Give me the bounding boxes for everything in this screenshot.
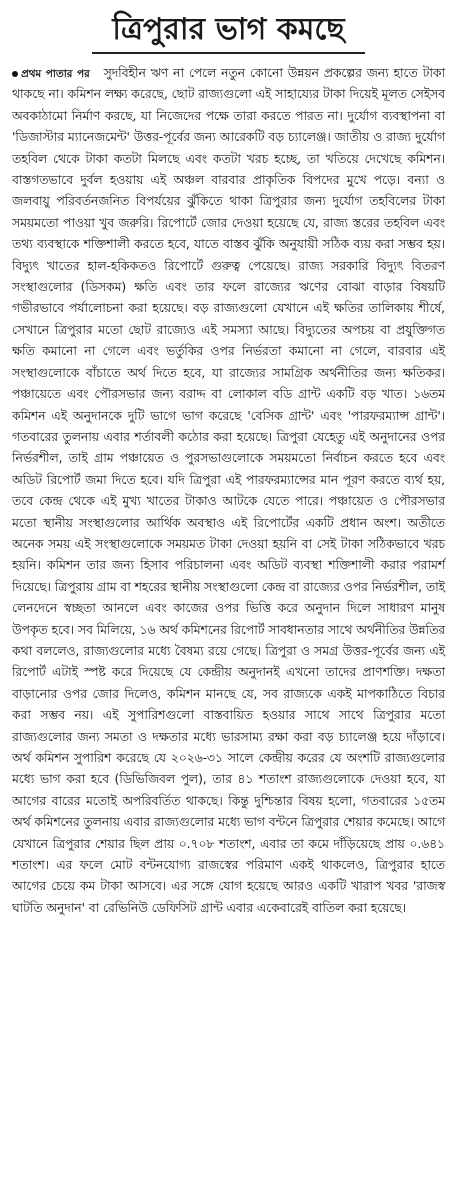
article-body	[12, 62, 445, 918]
headline-container	[12, 10, 445, 54]
headline: ত্রিপুরার ভাগ কমছে	[92, 10, 364, 54]
continued-from-text: প্রথম পাতার পর	[21, 68, 90, 80]
article-text: সুদবিহীন ঋণ না পেলে নতুন কোনো উন্নয়ন প্রকল্পের জন্য হাতে টাকা থাকছে না। কমিশন লক্ষ্য করেছে, ছোট রাজ্যগুলো এই সাহায্যের টাকা দিয়েই মূলত সেইসব অবকাঠামো নির্মাণ করছে, যা নিজেদের পক্ষে তারা করতে পারত না। দুর্যোগ ব্যবস্থাপনা বা 'ডিজাস্টার ম্যানেজমেন্ট' উত্তর-পূর্বের জন্য আরেকটি বড় চ্যালেঞ্জ। জাতীয় ও রাজ্য দুর্যোগ তহবিল থেকে টাকা কতটা মিলছে এবং কতটা খরচ হচ্ছে, তা খতিয়ে দেখেছে কমিশন। বাস্তগতভাবে দুর্বল হওয়ায় এই অঞ্চল বারবার প্রাকৃতিক বিপদের মুখে পড়ে। বন্যা ও জলবায়ু পরিবর্তনজনিত বিপর্যয়ের ঝুঁকিতে থাকা ত্রিপুরার জন্য দুর্যোগ তহবিলের টাকা সময়মতো পাওয়া খুব জরুরি। রিপোর্টে জোর দেওয়া হয়েছে যে, রাজ্য স্তরের তহবিল এবং তথ্য ব্যবস্থাকে শক্তিশালী করতে হবে, যাতে বাস্তব ঝুঁকি অনুযায়ী সঠিক ব্যয় করা সম্ভব হয়। বিদ্যুৎ খাতের হাল-হকিকতও রিপোর্টে গুরুত্ব পেয়েছে। রাজ্য সরকারি বিদ্যুৎ বিতরণ সংস্থাগুলোর (ডিসকম) ক্ষতি এবং তার ফলে রাজ্যের ঋণের বোঝা বাড়ার বিষয়টি গভীরভাবে পর্যালোচনা করা হয়েছে। বড় রাজ্যগুলো যেখানে এই ক্ষতির তালিকায় শীর্ষে, সেখানে ত্রিপুরার মতো ছোট রাজ্যেও এই সমস্যা আছে। বিদ্যুতের অপচয় বা প্রযুক্তিগত ক্ষতি কমানো না গেলে এবং ভর্তুকির ওপর নির্ভরতা কমানো না গেলে, বারবার এই সংস্থাগুলোকে বাঁচাতে অর্থ দিতে হবে, যা রাজ্যের সামগ্রিক অর্থনীতির জন্য ক্ষতিকর। পঞ্চায়েতে এবং পৌরসভার জন্য বরাদ্দ বা লোকাল বডি গ্রান্ট একটি বড় খাত। ১৬তম কমিশন এই অনুদানকে দুটি ভাগে ভাগ করেছে 'বেসিক গ্রান্ট' এবং 'পারফরম্যান্স গ্রান্ট'। গতবারের তুলনায় এবার শর্তাবলী কঠোর করা হয়েছে। ত্রিপুরা যেহেতু এই অনুদানের ওপর নির্ভরশীল, তাই গ্রাম পঞ্চায়েত ও পুরসভাগুলোকে সময়মতো নির্বাচন করতে হবে এবং অডিট রিপোর্ট জমা দিতে হবে। যদি ত্রিপুরা এই পারফরম্যান্সের মান পূরণ করতে ব্যর্থ হয়, তবে কেন্দ্র থেকে এই মুখ্য খাতের টাকাও আটকে যেতে পারে। পঞ্চায়েত ও পৌরসভার মতো স্থানীয় সংস্থাগুলোর আর্থিক অবস্থাও এই রিপোর্টের একটি প্রধান অংশ। অতীতে অনেক সময় এই সংস্থাগুলোকে সময়মত টাকা দেওয়া হয়নি বা সেই টাকা সঠিকভাবে খরচ হয়নি। কমিশন তার জন্য হিসাব পরিচালনা এবং অডিট ব্যবস্থা শক্তিশালী করার পরামর্শ দিয়েছে। ত্রিপুরায় গ্রাম বা শহরের স্থানীয় সংস্থাগুলো কেন্দ্র বা রাজ্যের ওপর নির্ভরশীল, তাই লেনদেনে স্বচ্ছতা আনলে এবং কাজের ওপর ভিত্তি করে অনুদান দিলে সাধারণ মানুষ উপকৃত হবে। সব মিলিয়ে, ১৬ অর্থ কমিশনের রিপোর্ট সাবধানতার সাথে অর্থনীতির উন্নতির কথা বললেও, রাজ্যগুলোর মধ্যে বৈষম্য রয়ে গেছে। ত্রিপুরা ও সমগ্র উত্তর-পূর্বের জন্য এই রিপোর্ট এটাই স্পষ্ট করে দিয়েছে যে কেন্দ্রীয় অনুদানই এখনো তাদের প্রাণশক্তি। দক্ষতা বাড়ানোর ওপর জোর দিলেও, কমিশন মানছে যে, সব রাজ্যকে একই মাপকাঠিতে বিচার করা সম্ভব নয়। এই সুপারিশগুলো বাস্তবায়িত হওয়ার সাথে সাথে ত্রিপুরার মতো রাজ্যগুলোর জন্য সমতা ও দক্ষতার মধ্যে ভারসাম্য রক্ষা করা বড় চ্যালেঞ্জ হয়ে দাঁড়াবে। অর্থ কমিশন সুপারিশ করেছে যে ২০২৬-৩১ সালে কেন্দ্রীয় করের যে অংশটি রাজ্যগুলোর মধ্যে ভাগ করা হবে (ডিভিজিবল পুল), তার ৪১ শতাংশ রাজ্যগুলোকে দেওয়া হবে, যা আগের বারের মতোই অপরিবর্তিত থাকছে। কিন্তু দুশ্চিন্তার বিষয় হলো, গতবারের ১৫তম অর্থ কমিশনের তুলনায় এবার রাজ্যগুলোর মধ্যে ভাগ বন্টনে ত্রিপুরার শেয়ার কমেছে। আগে যেখানে ত্রিপুরার শেয়ার ছিল প্রায় ০.৭০৮ শতাংশ, এবার তা কমে দাঁড়িয়েছে প্রায় ০.৬৪১ শতাংশ। এর ফলে মোট বন্টনযোগ্য রাজস্বের পরিমাণ একই থাকলেও, ত্রিপুরার হাতে আগের চেয়ে কম টাকা আসবে। এর সঙ্গে যোগ হয়েছে আরও একটি খারাপ খবর 'রাজস্ব ঘাটতি অনুদান' বা রেভিনিউ ডেফিসিট গ্রান্ট এবার একেবারেই বাতিল করা হয়েছে।	[12, 65, 445, 915]
continued-from-label	[12, 68, 90, 80]
bullet-icon	[12, 71, 18, 77]
article-paragraph	[12, 62, 445, 918]
